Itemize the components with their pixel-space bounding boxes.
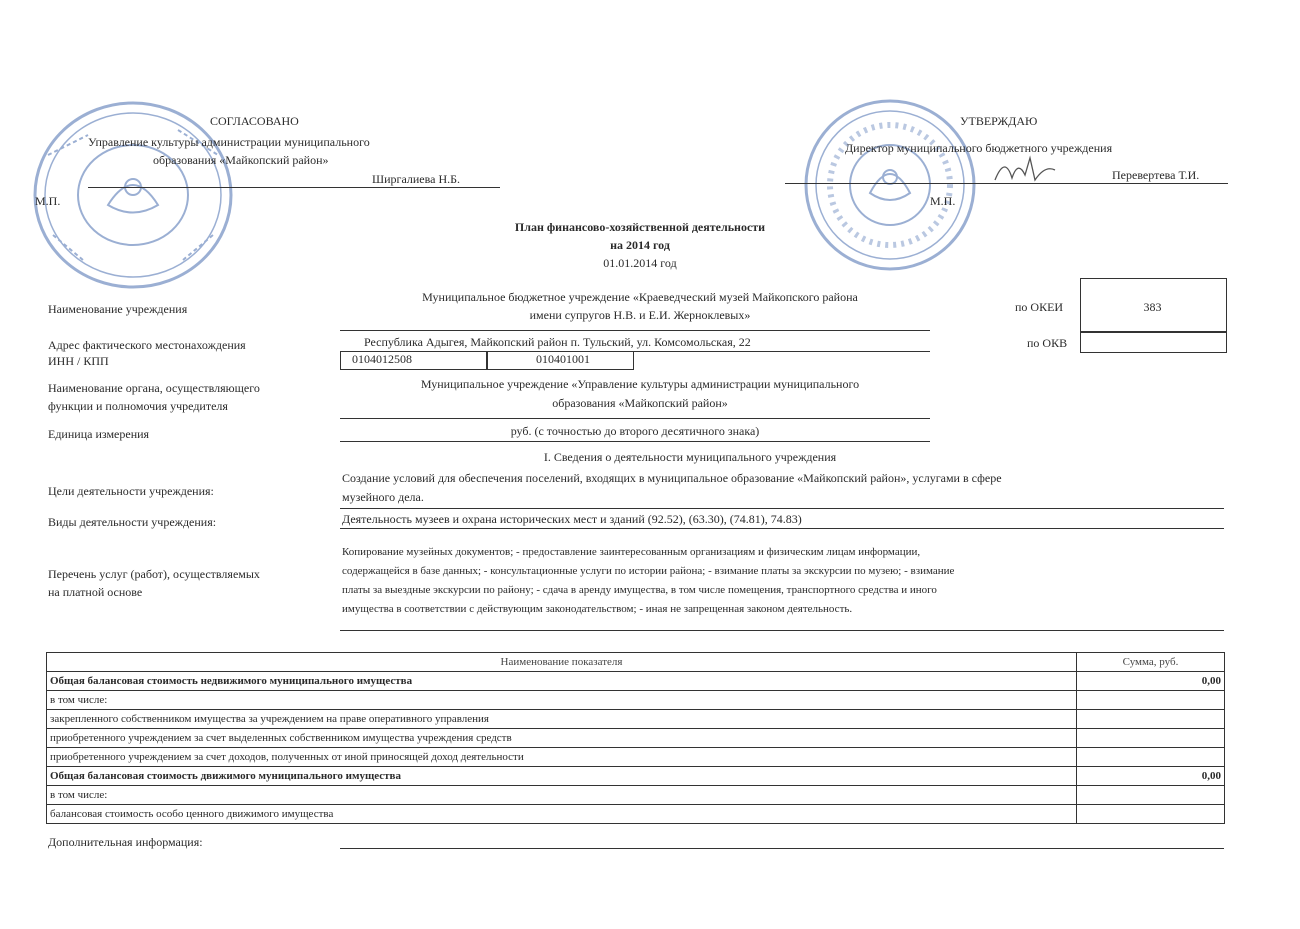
- table-cell-sum: 0,00: [1077, 672, 1225, 691]
- table-cell-name: в том числе:: [47, 691, 1077, 710]
- table-cell-sum: [1077, 805, 1225, 824]
- table-row: [47, 767, 1225, 786]
- goals-label: Цели деятельности учреждения:: [48, 484, 214, 498]
- services-underline: [340, 630, 1224, 631]
- approval-left-title: СОГЛАСОВАНО: [210, 114, 299, 128]
- table-header-row: [47, 653, 1225, 672]
- table-header-sum: Сумма, руб.: [1077, 653, 1225, 672]
- table-cell-name: Общая балансовая стоимость недвижимого муниципального имущества: [47, 672, 1077, 691]
- approval-left-signatory: Ширгалиева Н.Б.: [372, 172, 461, 186]
- table-cell-name: Общая балансовая стоимость движимого муниципального имущества: [47, 767, 1077, 786]
- services-line4: имущества в соответствии с действующим законодательством; - иная не запрещенная законом деятельность.: [342, 603, 853, 615]
- doc-title: План финансово-хозяйственной деятельности: [514, 220, 766, 234]
- doc-title-year: на 2014 год: [610, 238, 670, 252]
- founder-line1: Муниципальное учреждение «Управление культуры администрации муниципального: [420, 377, 860, 391]
- approval-right-position: Директор муниципального бюджетного учреждения: [845, 141, 1113, 155]
- inn-value: 0104012508: [352, 352, 412, 366]
- kpp-value: 010401001: [536, 352, 590, 366]
- services-line3: платы за выездные экскурсии по району; - сдача в аренду имущества, в том числе помещения, транспортного средства и иного: [342, 584, 937, 596]
- approval-left-mp: М.П.: [35, 194, 61, 208]
- additional-info-underline: [340, 848, 1224, 849]
- goals-underline: [340, 508, 1224, 509]
- founder-underline: [340, 418, 930, 419]
- okei-label: по ОКЕИ: [1015, 300, 1064, 314]
- table-header-name: Наименование показателя: [47, 653, 1077, 672]
- activities-underline: [340, 528, 1224, 529]
- property-value-table: [46, 652, 1225, 824]
- unit-value: руб. (с точностью до второго десятичного знака): [510, 424, 760, 438]
- unit-label: Единица измерения: [48, 427, 150, 441]
- services-label-line1: Перечень услуг (работ), осуществляемых: [48, 567, 260, 581]
- table-row: [47, 691, 1225, 710]
- activities-value: Деятельность музеев и охрана исторических мест и зданий (92.52), (63.30), (74.81), 74.83): [342, 512, 802, 526]
- inn-kpp-label: ИНН / КПП: [48, 354, 109, 368]
- table-row: [47, 805, 1225, 824]
- activities-label: Виды деятельности учреждения:: [48, 515, 217, 529]
- table-row: [47, 729, 1225, 748]
- inst-name-line1: Муниципальное бюджетное учреждение «Краеведческий музей Майкопского района: [422, 290, 858, 304]
- services-line2: содержащейся в базе данных; - консультационные услуги по истории района; - взимание платы за экскурсии по музею; - взимание: [342, 565, 955, 577]
- unit-underline: [340, 441, 930, 442]
- table-cell-name: балансовая стоимость особо ценного движимого имущества: [47, 805, 1077, 824]
- founder-label-line2: функции и полномочия учредителя: [48, 399, 228, 413]
- services-line1: Копирование музейных документов; - предоставление заинтересованным организациям и физическим лицам информации,: [342, 546, 921, 558]
- table-row: [47, 786, 1225, 805]
- table-cell-sum: [1077, 691, 1225, 710]
- founder-line2: образования «Майкопский район»: [552, 396, 728, 410]
- address-label: Адрес фактического местонахождения: [48, 338, 246, 352]
- services-label-line2: на платной основе: [48, 585, 143, 599]
- additional-info-label: Дополнительная информация:: [48, 835, 203, 849]
- table-row: [47, 748, 1225, 767]
- approval-right-title: УТВЕРЖДАЮ: [960, 114, 1038, 128]
- approval-right-sign-line: [785, 183, 1228, 184]
- table-row: [47, 672, 1225, 691]
- table-cell-sum: 0,00: [1077, 767, 1225, 786]
- table-cell-sum: [1077, 729, 1225, 748]
- approval-left-sign-line: [88, 187, 500, 188]
- section1-title: I. Сведения о деятельности муниципального учреждения: [543, 450, 837, 464]
- table-cell-name: закрепленного собственником имущества за учреждением на праве оперативного управления: [47, 710, 1077, 729]
- okv-box: [1080, 331, 1227, 353]
- table-cell-name: приобретенного учреждением за счет выделенных собственником имущества учреждения средств: [47, 729, 1077, 748]
- founder-label-line1: Наименование органа, осуществляющего: [48, 381, 260, 395]
- approval-right-signatory: Перевертева Т.И.: [1112, 168, 1200, 182]
- goals-line2: музейного дела.: [342, 490, 424, 504]
- table-cell-sum: [1077, 710, 1225, 729]
- inst-name-label: Наименование учреждения: [48, 302, 188, 316]
- doc-date: 01.01.2014 год: [603, 256, 677, 270]
- okei-value: 383: [1143, 300, 1162, 314]
- table-cell-sum: [1077, 786, 1225, 805]
- address-value: Республика Адыгея, Майкопский район п. Тульский, ул. Комсомольская, 22: [364, 335, 751, 349]
- table-cell-name: в том числе:: [47, 786, 1077, 805]
- approval-left-org-line1: Управление культуры администрации муниципального: [88, 135, 370, 149]
- table-row: [47, 710, 1225, 729]
- table-cell-name: приобретенного учреждением за счет доходов, полученных от иной приносящей доход деятельности: [47, 748, 1077, 767]
- inst-name-underline: [340, 330, 930, 331]
- table-cell-sum: [1077, 748, 1225, 767]
- signature: [990, 150, 1060, 190]
- inst-name-line2: имени супругов Н.В. и Е.И. Жерноклевых»: [529, 308, 751, 322]
- goals-line1: Создание условий для обеспечения поселений, входящих в муниципальное образование «Майкопский район», услугами в сфере: [342, 471, 1002, 485]
- okv-label: по ОКВ: [1027, 336, 1068, 350]
- approval-right-mp: М.П.: [930, 194, 956, 208]
- approval-left-org-line2: образования «Майкопский район»: [153, 153, 329, 167]
